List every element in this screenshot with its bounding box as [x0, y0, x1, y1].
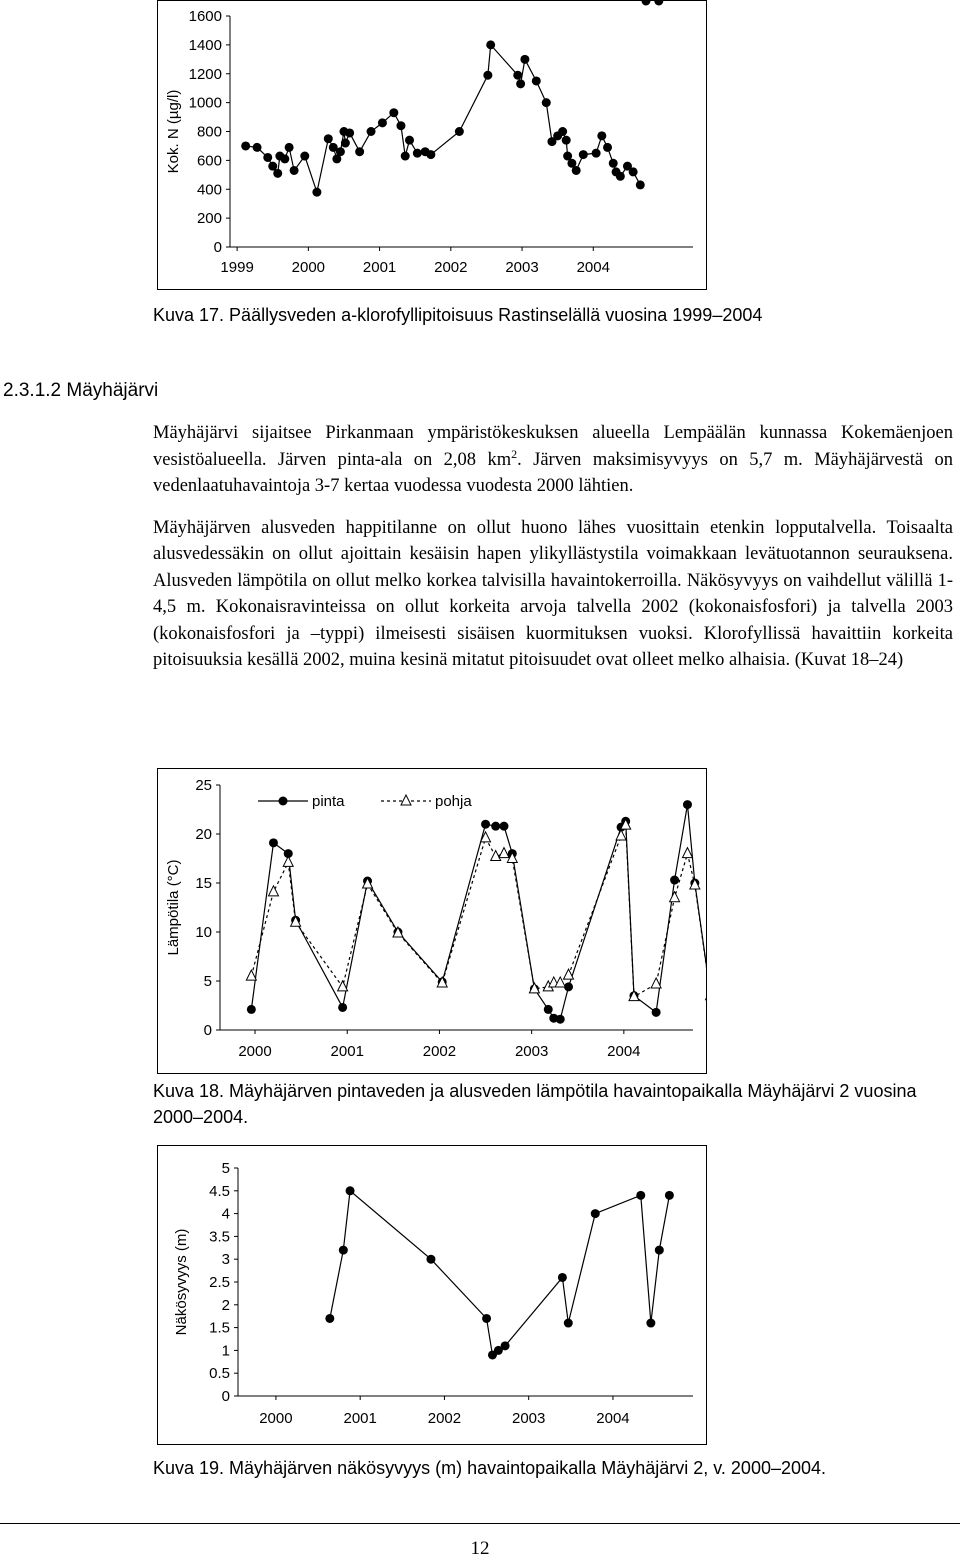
- data-point-pinta: [556, 1015, 565, 1024]
- legend-label-pinta: pinta: [312, 793, 345, 810]
- y-tick-label: 1000: [188, 94, 222, 112]
- data-point: [378, 118, 387, 127]
- data-point-pinta: [491, 822, 500, 831]
- data-point: [455, 127, 464, 136]
- x-tick-label: 2000: [259, 1410, 293, 1427]
- x-tick-label: 2001: [343, 1410, 377, 1427]
- data-point: [542, 98, 551, 107]
- data-point-pohja: [499, 848, 509, 858]
- x-tick-label: 2003: [505, 259, 539, 276]
- data-point: [341, 139, 350, 148]
- data-point: [564, 1319, 573, 1328]
- data-point-pohja: [682, 848, 692, 858]
- series-line-data: [330, 1191, 670, 1355]
- data-point: [413, 149, 422, 158]
- data-point: [367, 127, 376, 136]
- data-point: [285, 143, 294, 152]
- data-point: [241, 141, 250, 150]
- data-point-pohja: [246, 970, 256, 980]
- legend-marker-pohja: [401, 795, 411, 805]
- data-point-pinta: [652, 1008, 661, 1017]
- paragraph-1-text: Mäyhäjärvi sijaitsee Pirkanmaan ympäristökeskuksen alueella Lempäälän kunnassa Kokemäenjoen vesistöalueella. Järven pinta-ala on 2,08 km: [153, 423, 953, 470]
- data-point: [532, 76, 541, 85]
- data-point: [325, 1314, 334, 1323]
- data-point: [426, 150, 435, 159]
- data-point: [346, 1186, 355, 1195]
- data-point-pinta: [269, 838, 278, 847]
- data-point: [273, 169, 282, 178]
- section-body: [153, 420, 953, 674]
- data-point: [603, 143, 612, 152]
- y-tick-label: 15: [195, 875, 212, 892]
- data-point: [324, 134, 333, 143]
- data-point: [636, 180, 645, 189]
- x-tick-label: 2004: [596, 1410, 630, 1427]
- footer-rule: [0, 1523, 960, 1524]
- y-tick-label: 5: [221, 1160, 230, 1177]
- y-tick-label: 4: [221, 1205, 230, 1223]
- y-tick-label: 10: [195, 924, 212, 941]
- data-point: [558, 127, 567, 136]
- y-tick-label: 1.5: [209, 1319, 230, 1337]
- data-point: [280, 154, 289, 163]
- data-point-pinta: [247, 1005, 256, 1014]
- data-point: [405, 136, 414, 145]
- x-tick-label: 2000: [238, 1043, 272, 1060]
- data-point-pinta: [670, 876, 679, 885]
- data-point: [646, 1319, 655, 1328]
- x-tick-label: 2002: [422, 1043, 457, 1060]
- data-point: [253, 143, 262, 152]
- data-point: [562, 136, 571, 145]
- y-tick-label: 25: [195, 777, 212, 794]
- data-point-pohja: [283, 856, 293, 866]
- chart-17-svg: [158, 1, 706, 289]
- y-tick-label: 0: [221, 1388, 230, 1405]
- data-point: [629, 167, 638, 176]
- data-point: [558, 1273, 567, 1282]
- data-point-pohja: [268, 886, 278, 896]
- y-tick-label: 400: [196, 181, 222, 199]
- data-point: [401, 152, 410, 161]
- figure-19-chart: [157, 1145, 707, 1445]
- data-point: [641, 1, 650, 6]
- data-point: [597, 131, 606, 140]
- data-point-pinta: [544, 1005, 553, 1014]
- data-point: [501, 1341, 510, 1350]
- y-tick-label: 0: [213, 239, 222, 256]
- page-number: 12: [470, 1538, 490, 1559]
- data-point: [339, 1246, 348, 1255]
- data-point-pinta: [481, 820, 490, 829]
- x-tick-label: 2003: [512, 1410, 546, 1427]
- data-point: [486, 40, 495, 49]
- y-tick-label: 3: [221, 1251, 230, 1269]
- legend-label-pohja: pohja: [435, 793, 472, 810]
- figure-17-chart: [157, 0, 707, 290]
- figure-18-chart: [157, 768, 707, 1074]
- data-point: [396, 121, 405, 130]
- data-point-pohja: [670, 892, 680, 902]
- y-tick-label: 5: [203, 973, 212, 990]
- data-point: [300, 152, 309, 161]
- superscript: 2: [511, 446, 518, 461]
- data-point-pohja: [564, 969, 574, 979]
- data-point: [636, 1191, 645, 1200]
- paragraph-2: Mäyhäjärven alusveden happitilanne on ollut huono lähes vuosittain etenkin lopputalvella. Toisaalta alusvedessäkin on ollut ajoittain kesäisin hapen ylikyllästystila voimakkaan levätuotannon seurauksena. Alusveden lämpötila on ollut melko korkea talvisilla havaintokerroilla. Näkösyvyys on vaihdellut välillä 1-4,5 m. Kokonaisravinteissa on ollut korkeita arvoja talvella 2002 (kokonaisfosfori) ja talvella 2003 (kokonaisfosfori ja –typpi) ilmeisesti sisäisen kuormituksen vuoksi. Klorofyllissä havaittiin korkeita pitoisuuksia kesällä 2002, muina kesinä mitatut pitoisuudet ovat olleet melko alhaisia. (Kuvat 18–24): [153, 517, 953, 670]
- legend-marker-pinta: [279, 797, 288, 806]
- y-tick-label: 1: [221, 1342, 230, 1360]
- y-tick-label: 1600: [188, 8, 222, 25]
- y-tick-label: 0: [203, 1022, 212, 1039]
- data-point: [665, 1191, 674, 1200]
- data-point: [389, 108, 398, 117]
- x-tick-label: 2004: [607, 1043, 641, 1060]
- y-axis-label: Kok. N (µg/l): [165, 89, 182, 174]
- data-point-pohja: [616, 830, 626, 840]
- data-point: [482, 1314, 491, 1323]
- x-tick-label: 1999: [220, 259, 254, 276]
- data-point: [591, 1209, 600, 1218]
- data-point-pinta: [683, 800, 692, 809]
- y-axis-label: Lämpötila (°C): [165, 859, 182, 956]
- chart-18-svg: [158, 769, 706, 1073]
- data-point-pinta: [338, 1003, 347, 1012]
- x-tick-label: 2002: [427, 1410, 462, 1427]
- data-point: [655, 1246, 664, 1255]
- y-tick-label: 1400: [188, 36, 222, 54]
- series-line-pinta: [251, 805, 706, 1020]
- data-point-pinta: [499, 822, 508, 831]
- data-point: [572, 166, 581, 175]
- data-point: [312, 188, 321, 197]
- x-tick-label: 2001: [330, 1043, 364, 1060]
- x-tick-label: 2004: [576, 259, 610, 276]
- x-tick-label: 2000: [291, 259, 326, 276]
- data-point: [520, 55, 529, 64]
- series-line-data: [246, 45, 641, 192]
- data-point: [654, 1, 663, 6]
- data-point: [516, 79, 525, 88]
- figure-18-caption: Kuva 18. Mäyhäjärven pintaveden ja alusveden lämpötila havaintopaikalla Mäyhäjärvi 2 vuosina 2000–2004.: [153, 1081, 917, 1127]
- x-tick-label: 2001: [362, 259, 397, 276]
- data-point: [345, 128, 354, 137]
- paragraph-1-rest: . Järven maksimisyvyys on 5,7 m. Mäyhäjärvestä on vedenlaatuhavaintoja 3-7 kertaa vuodessa vuodesta 2000 lähtien.: [153, 449, 954, 496]
- x-tick-label: 2002: [434, 259, 468, 276]
- y-tick-label: 1200: [188, 65, 222, 83]
- data-point: [609, 159, 618, 168]
- y-tick-label: 800: [196, 123, 222, 141]
- y-tick-label: 3.5: [209, 1228, 230, 1246]
- data-point: [263, 153, 272, 162]
- y-tick-label: 4.5: [209, 1182, 230, 1200]
- data-point: [336, 147, 345, 156]
- chart-19-svg: [158, 1146, 706, 1444]
- data-point: [355, 147, 364, 156]
- paragraph-1: [153, 420, 953, 500]
- figure-17-caption: Kuva 17. Päällysveden a-klorofyllipitoisuus Rastinselällä vuosina 1999–2004: [153, 305, 763, 325]
- data-point: [483, 71, 492, 80]
- data-point: [579, 150, 588, 159]
- section-heading: 2.3.1.2 Mäyhäjärvi: [3, 380, 159, 401]
- y-tick-label: 20: [195, 826, 212, 843]
- x-tick-label: 2003: [514, 1043, 549, 1060]
- figure-19-caption: Kuva 19. Mäyhäjärven näkösyvyys (m) havaintopaikalla Mäyhäjärvi 2, v. 2000–2004.: [153, 1458, 827, 1478]
- data-point: [592, 149, 601, 158]
- y-tick-label: 0.5: [209, 1365, 230, 1383]
- data-point: [290, 166, 299, 175]
- y-tick-label: 2: [221, 1296, 230, 1314]
- data-point: [616, 172, 625, 181]
- data-point: [426, 1255, 435, 1264]
- data-point: [513, 71, 522, 80]
- y-tick-label: 2.5: [209, 1274, 230, 1291]
- y-tick-label: 600: [196, 152, 222, 170]
- y-axis-label: Näkösyvyys (m): [173, 1228, 190, 1336]
- y-tick-label: 200: [196, 210, 222, 228]
